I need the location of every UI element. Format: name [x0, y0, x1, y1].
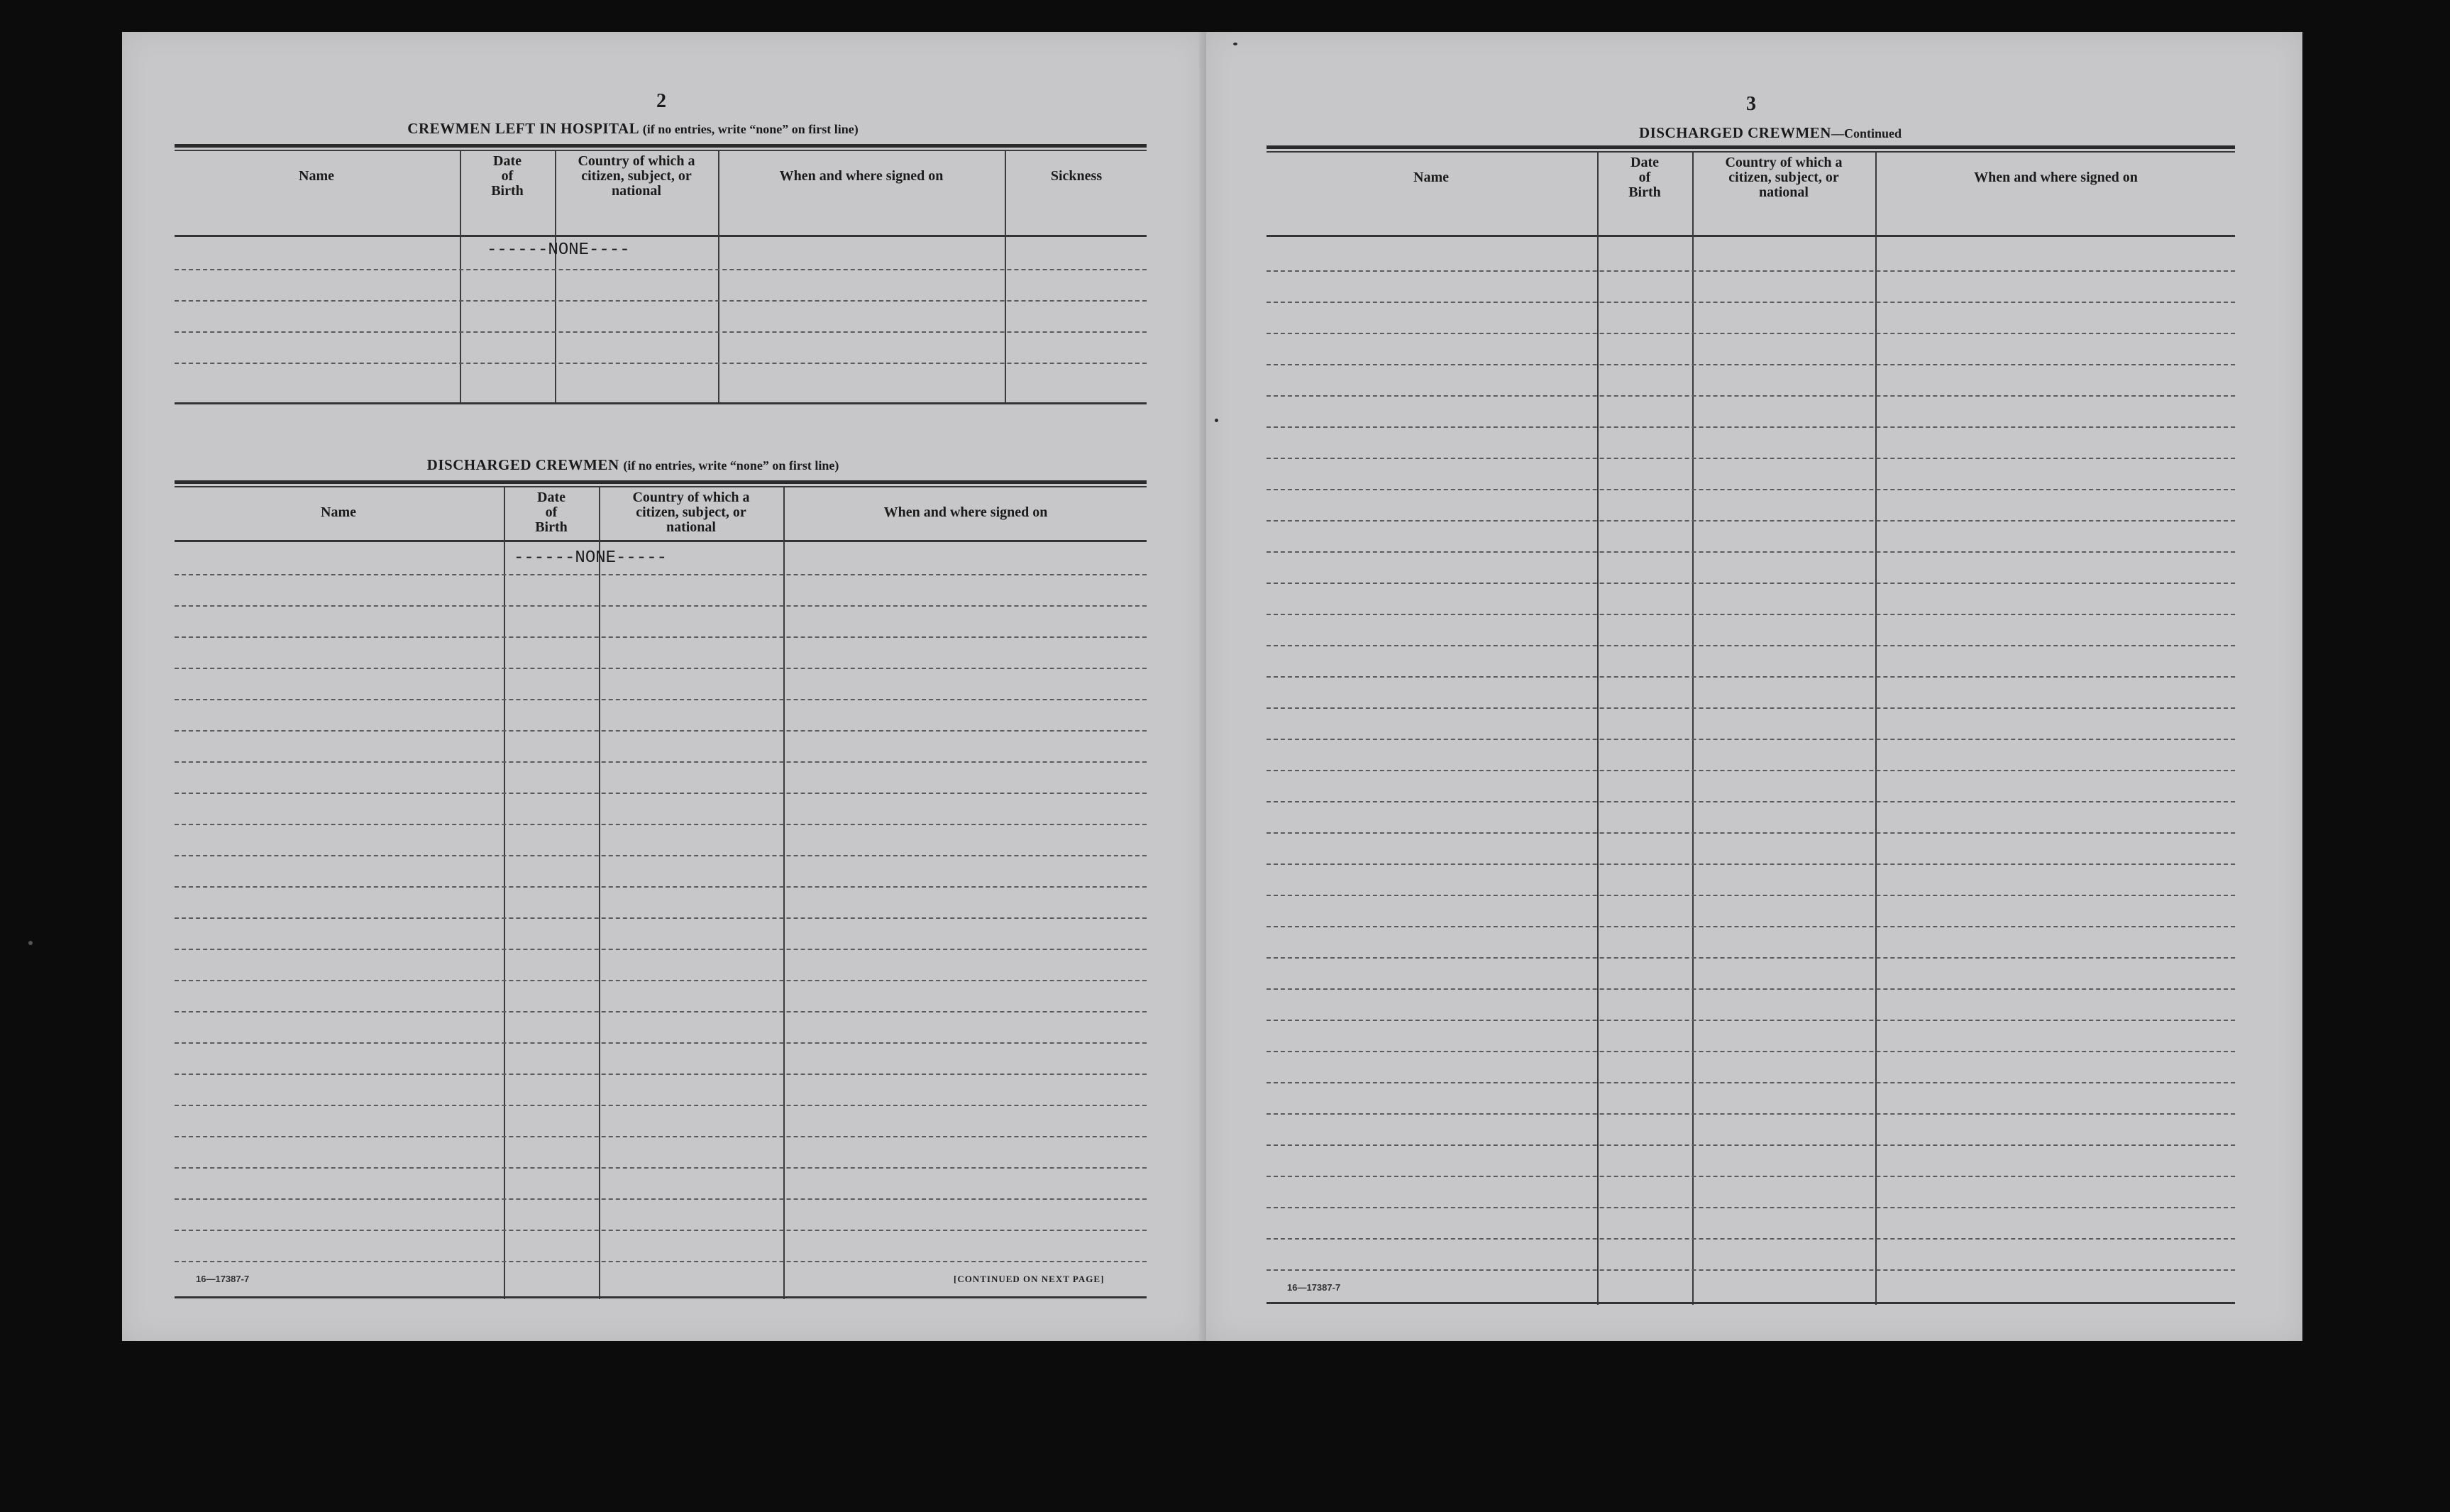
table-row-line — [175, 1042, 1147, 1044]
column-divider — [1005, 150, 1006, 402]
table-row-line — [1267, 895, 2235, 896]
table-row-line — [1267, 426, 2235, 428]
table-row-line — [175, 1167, 1147, 1169]
col-header-signed-on: When and where signed on — [883, 504, 1048, 520]
table-row-line — [1267, 333, 2235, 334]
column-divider — [1597, 151, 1599, 1305]
table-row-line — [175, 980, 1147, 981]
hospital-section-title — [122, 120, 1144, 138]
table-row-line — [1267, 1082, 2235, 1083]
hospital-table — [175, 144, 1147, 435]
col-header-name: Name — [321, 504, 356, 520]
hospital-title-text: CREWMEN LEFT IN HOSPITAL — [407, 120, 639, 137]
scan-speck — [1215, 419, 1218, 422]
table-row-line — [175, 636, 1147, 638]
form-number: 16—17387-7 — [196, 1274, 250, 1284]
table-row-line — [1267, 1051, 2235, 1052]
table-row-line — [1267, 270, 2235, 272]
discharged-section-title — [122, 456, 1144, 474]
table-row-line — [1267, 364, 2235, 365]
table-row-line — [1267, 489, 2235, 490]
table-row-line — [175, 949, 1147, 950]
table-row-line — [175, 1198, 1147, 1200]
table-bottom-rule — [175, 1296, 1147, 1298]
table-row-line — [175, 886, 1147, 888]
discharged-table — [175, 480, 1147, 1303]
table-row-line — [175, 1261, 1147, 1262]
table-top-rule — [175, 480, 1147, 484]
hospital-instruction: (if no entries, write “none” on first line) — [642, 122, 859, 136]
column-divider — [504, 486, 505, 1299]
column-divider — [460, 150, 461, 402]
column-divider — [555, 150, 556, 402]
header-rule — [175, 540, 1147, 542]
table-row-line — [1267, 1207, 2235, 1208]
header-rule — [175, 235, 1147, 237]
scan-speck — [1233, 43, 1237, 45]
table-top-rule — [175, 144, 1147, 148]
hospital-none-entry: ------NONE---- — [487, 241, 630, 260]
form-number: 16—17387-7 — [1287, 1282, 1341, 1293]
table-bottom-rule — [1267, 1302, 2235, 1304]
col-header-signed-on: When and where signed on — [779, 167, 944, 184]
column-divider — [1875, 151, 1877, 1305]
table-row-line — [1267, 988, 2235, 990]
table-row-line — [1267, 1144, 2235, 1146]
table-top-rule-secondary — [1267, 151, 2235, 153]
table-row-line — [175, 824, 1147, 825]
table-row-line — [1267, 645, 2235, 646]
table-row-line — [1267, 1113, 2235, 1115]
table-row-line — [1267, 863, 2235, 865]
scan-speck — [28, 941, 33, 945]
discharged-instruction: (if no entries, write “none” on first line) — [623, 458, 839, 473]
table-row-line — [1267, 770, 2235, 771]
table-row-line — [1267, 1020, 2235, 1021]
table-row-line — [1267, 520, 2235, 522]
column-divider — [599, 486, 600, 1299]
discharged-title-text: DISCHARGED CREWMEN — [426, 456, 619, 473]
table-row-line — [1267, 395, 2235, 397]
table-row-line — [175, 1074, 1147, 1075]
table-bottom-rule — [175, 402, 1147, 404]
table-row-line — [1267, 614, 2235, 615]
table-row-line — [175, 331, 1147, 333]
table-row-line — [175, 574, 1147, 575]
col-header-name: Name — [299, 167, 334, 184]
table-row-line — [1267, 676, 2235, 678]
table-row-line — [1267, 302, 2235, 303]
column-divider — [718, 150, 719, 402]
table-top-rule-secondary — [175, 150, 1147, 151]
col-header-name: Name — [1413, 169, 1449, 185]
table-row-line — [1267, 458, 2235, 459]
continued-note: [CONTINUED ON NEXT PAGE] — [954, 1274, 1105, 1284]
table-row-line — [175, 793, 1147, 794]
discharged-continued-table — [1267, 145, 2235, 1309]
table-row-line — [175, 1136, 1147, 1137]
left-page — [122, 32, 1204, 1341]
table-row-line — [175, 269, 1147, 270]
table-row-line — [175, 917, 1147, 919]
col-header-signed-on: When and where signed on — [1974, 169, 2138, 185]
table-row-line — [1267, 583, 2235, 584]
col-header-dob: Date of Birth — [535, 489, 568, 535]
table-row-line — [1267, 707, 2235, 709]
right-section-title — [1561, 124, 1980, 142]
table-top-rule-secondary — [175, 486, 1147, 487]
table-row-line — [1267, 739, 2235, 740]
table-row-line — [175, 668, 1147, 669]
col-header-dob: Date of Birth — [491, 153, 524, 199]
table-row-line — [1267, 551, 2235, 553]
table-row-line — [175, 605, 1147, 607]
table-row-line — [1267, 1176, 2235, 1177]
col-header-country: Country of which a citizen, subject, or national — [632, 489, 750, 535]
table-row-line — [175, 761, 1147, 763]
page-number: 2 — [656, 90, 666, 112]
table-top-rule — [1267, 145, 2235, 149]
right-page — [1206, 32, 2302, 1341]
table-row-line — [175, 855, 1147, 856]
col-header-sickness: Sickness — [1050, 167, 1103, 184]
page-number: 3 — [1746, 93, 1756, 115]
table-row-line — [1267, 1269, 2235, 1271]
discharged-none-entry: ------NONE----- — [514, 548, 668, 568]
table-row-line — [1267, 926, 2235, 927]
table-row-line — [175, 1011, 1147, 1012]
col-header-dob: Date of Birth — [1628, 154, 1661, 200]
header-rule — [1267, 235, 2235, 237]
table-row-line — [1267, 957, 2235, 959]
col-header-country: Country of which a citizen, subject, or national — [578, 153, 695, 199]
table-row-line — [175, 300, 1147, 302]
column-divider — [1692, 151, 1694, 1305]
table-row-line — [1267, 832, 2235, 834]
table-row-line — [175, 363, 1147, 364]
table-row-line — [1267, 1238, 2235, 1240]
col-header-country: Country of which a citizen, subject, or national — [1725, 154, 1843, 200]
table-row-line — [175, 730, 1147, 732]
table-row-line — [175, 1105, 1147, 1106]
right-title-text: DISCHARGED CREWMEN — [1639, 124, 1831, 141]
table-row-line — [175, 1230, 1147, 1231]
table-row-line — [175, 699, 1147, 700]
table-row-line — [1267, 801, 2235, 802]
column-divider — [783, 486, 785, 1299]
right-title-suffix: —Continued — [1831, 126, 1902, 140]
